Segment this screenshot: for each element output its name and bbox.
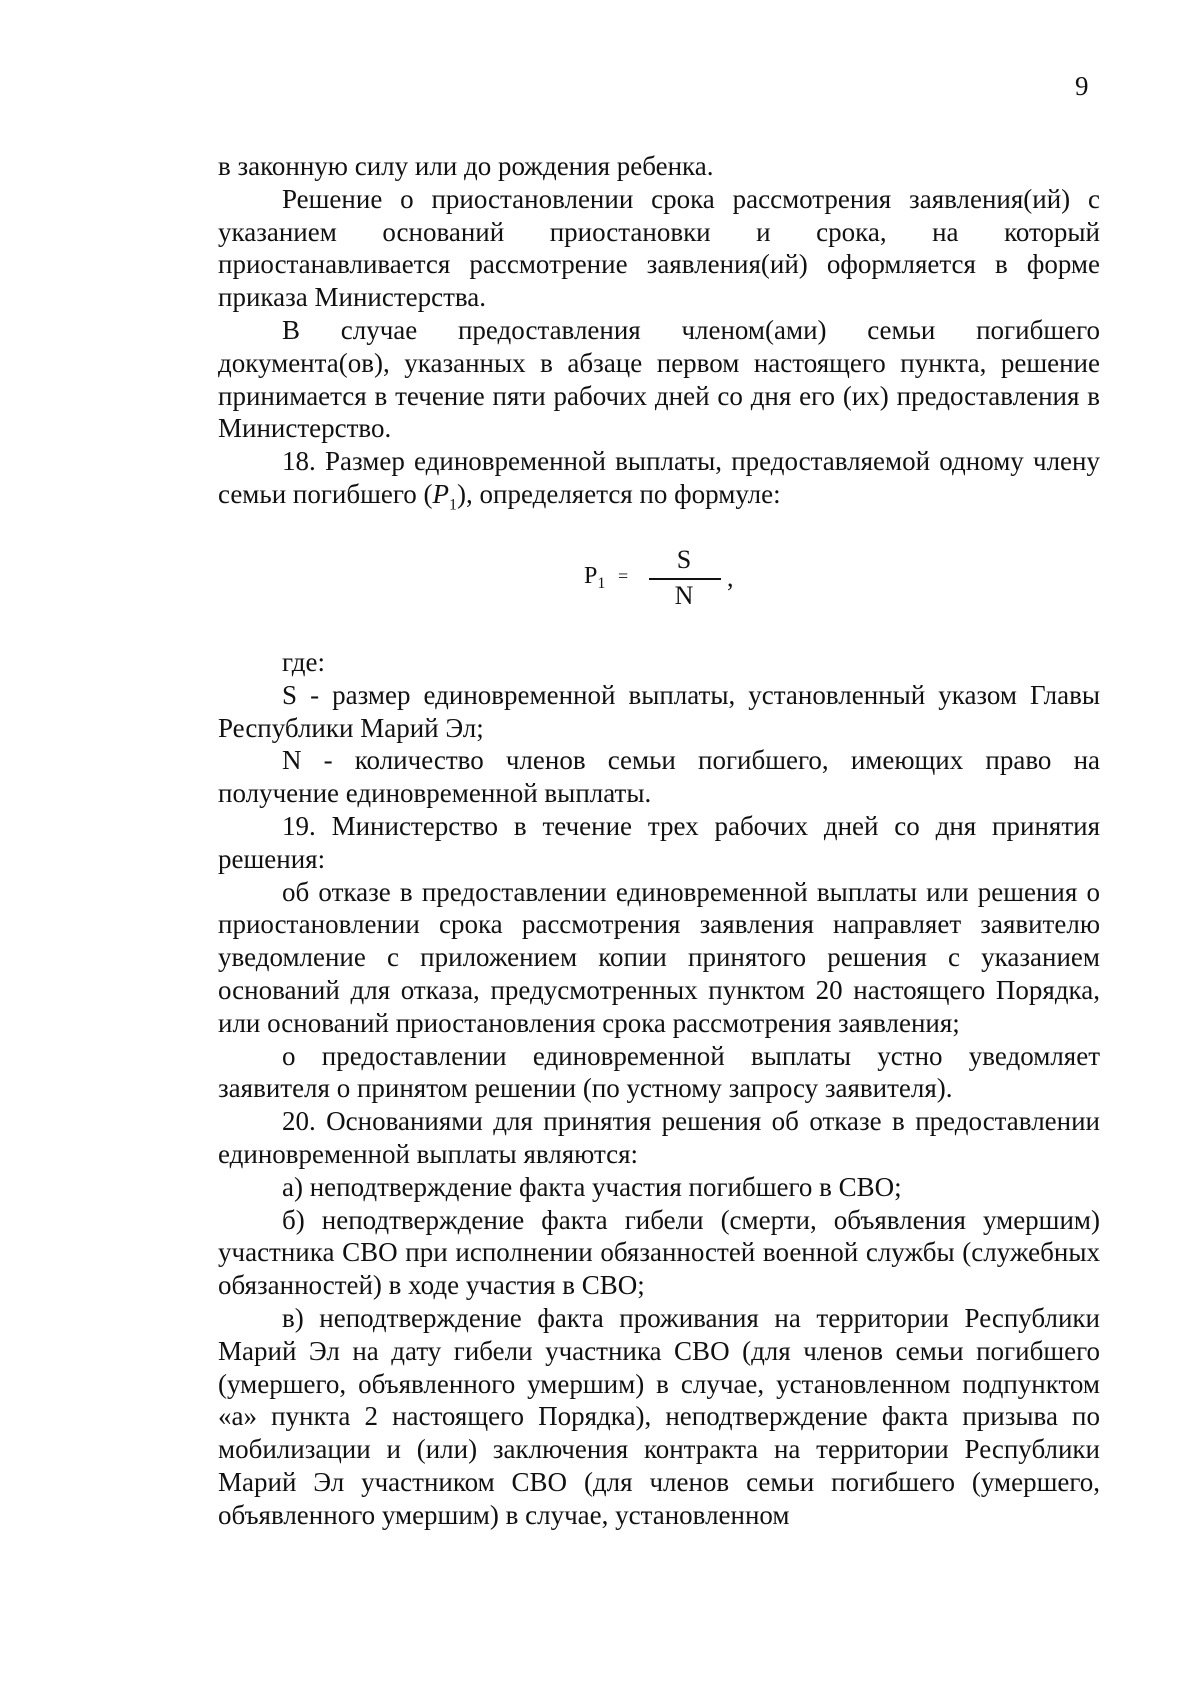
formula-equals-sign: = (618, 566, 629, 586)
formula-lhs (584, 562, 605, 593)
paragraph-where: где: (282, 647, 325, 677)
paragraph-item-19: 19. Министерство в течение трех рабочих дней со дня принятия решения: (218, 810, 1100, 874)
item-18-text-before: 18. Размер единовременной выплаты, предоставляемой одному члену семьи погибшего ( (218, 446, 1100, 509)
page-number: 9 (1075, 71, 1089, 101)
formula-denominator: N (674, 581, 694, 610)
paragraph-s-definition: S - размер единовременной выплаты, установленный указом Главы Республики Марий Эл; (218, 679, 1100, 743)
paragraph-continuation: в законную силу или до рождения ребенка. (218, 151, 714, 181)
paragraph-documents-provided: В случае предоставления членом(ами) семьи погибшего документа(ов), указанных в абзаце первом настоящего пункта, решение принимается в течение пяти рабочих дней со дня его (их) предоставления в Министерство. (218, 314, 1100, 444)
paragraph-item-18 (218, 445, 1100, 522)
formula-fraction-bar (649, 578, 721, 580)
formula-numerator: S (676, 545, 692, 574)
body-text-top (218, 150, 1100, 522)
formula-comma: , (727, 563, 734, 592)
paragraph-item-20-b: б) неподтверждение факта гибели (смерти, объявления умершим) участника СВО при исполнении обязанностей военной службы (служебных обязанностей) в ходе участия в СВО; (218, 1204, 1100, 1301)
formula-lhs-subscript: 1 (597, 575, 606, 592)
paragraph-suspension-decision: Решение о приостановлении срока рассмотрения заявления(ий) с указанием оснований приостановки и срока, на который приостанавливается рассмотрение заявления(ий) оформляется в форме приказа Министерства. (218, 183, 1100, 313)
formula-lhs-symbol: P (584, 563, 598, 589)
paragraph-item-20-v: в) неподтверждение факта проживания на территории Республики Марий Эл на дату гибели участника СВО (для членов семьи погибшего (умершего, объявленного умершим) в случае, установленном подпунктом «а» пункта 2 настоящего Порядка), неподтверждение факта призыва по мобилизации и (или) заключения контракта на территории Республики Марий Эл участником СВО (для членов семьи погибшего (умершего, объявленного умершим) в случае, установленном (218, 1302, 1100, 1530)
paragraph-n-definition: N - количество членов семьи погибшего, имеющих право на получение единовременной выплаты. (218, 745, 1100, 809)
paragraph-item-20-a: а) неподтверждение факта участия погибшего в СВО; (282, 1171, 902, 1202)
item-18-symbol-sub: 1 (449, 496, 458, 514)
paragraph-oral-notice: о предоставлении единовременной выплаты устно уведомляет заявителя о принятом решении (по устному запросу заявителя). (218, 1040, 1100, 1104)
body-text-bottom (218, 646, 1100, 1532)
item-18-text-after: ), определяется по формуле: (457, 478, 781, 509)
payment-formula (584, 545, 744, 618)
item-18-symbol: P (432, 478, 450, 509)
paragraph-item-20: 20. Основаниями для принятия решения об отказе в предоставлении единовременной выплаты являются: (218, 1106, 1100, 1169)
paragraph-refusal-notice: об отказе в предоставлении единовременной выплаты или решения о приостановлении срока рассмотрения заявления направляет заявителю уведомление с приложением копии принятого решения с указанием оснований для отказа, предусмотренных пунктом 20 настоящего Порядка, или оснований приостановления срока рассмотрения заявления; (218, 876, 1100, 1038)
